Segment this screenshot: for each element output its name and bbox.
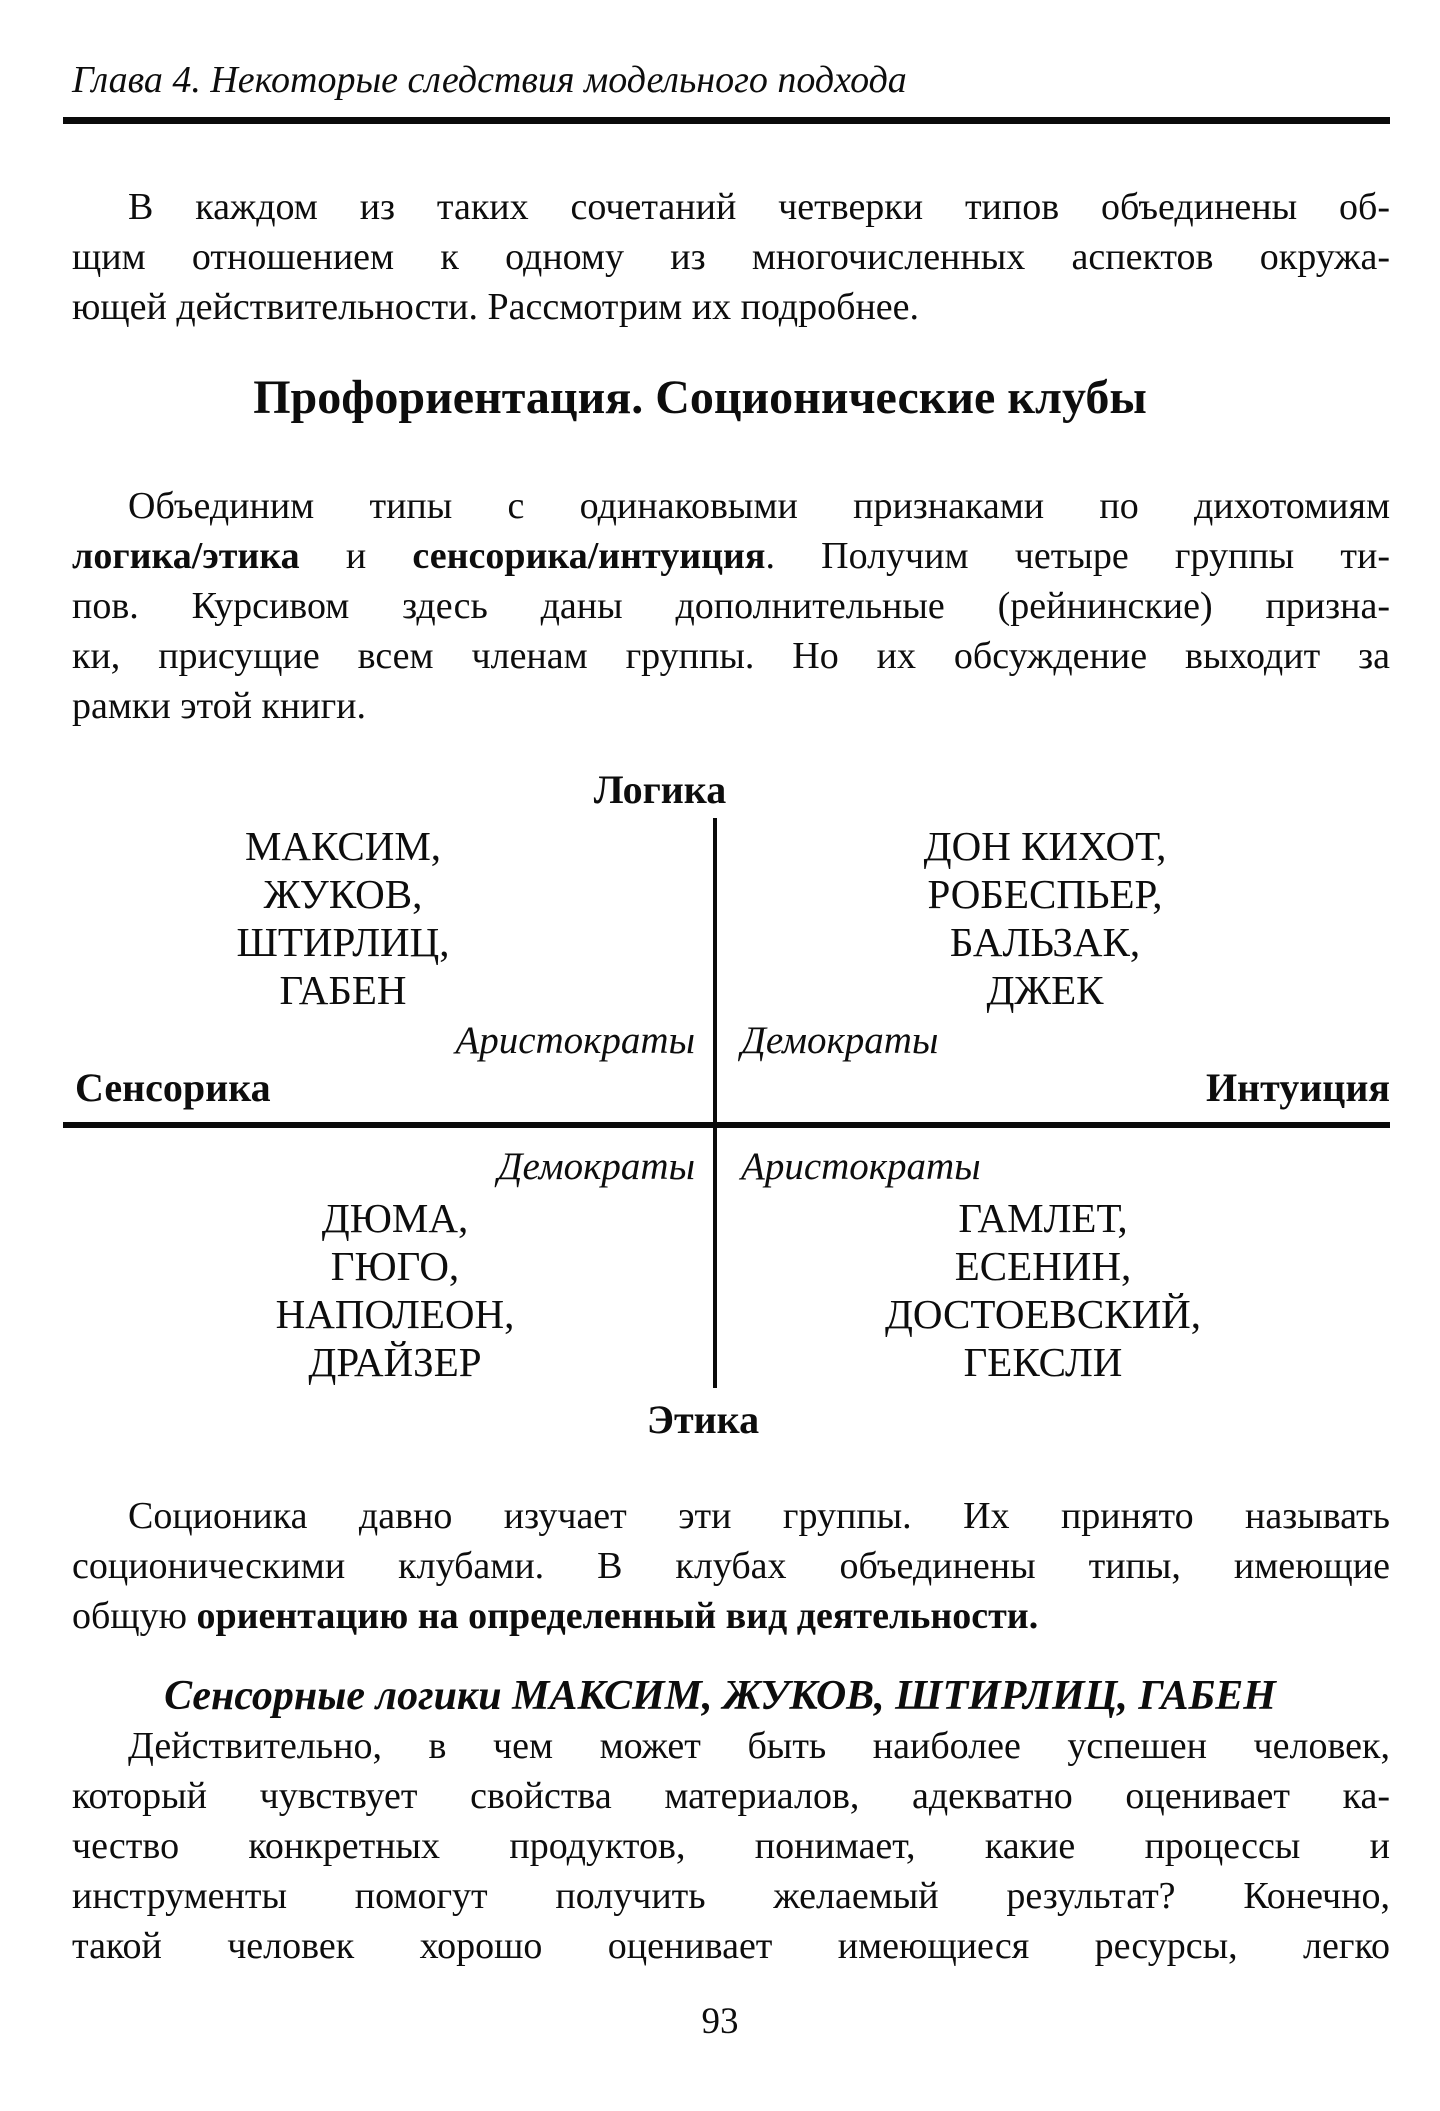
- text-segment: Соционика давно изучает эти группы. Их принято называть: [128, 1495, 1390, 1537]
- paragraph-line: [72, 531, 1390, 581]
- subsection-heading: Сенсорные логики МАКСИМ, ЖУКОВ, ШТИРЛИЦ, ГАБЕН: [164, 1673, 1276, 1719]
- paragraph-line: [72, 1921, 1390, 1971]
- text-segment: сенсорика/интуиция: [412, 535, 766, 577]
- text-segment: Действительно, в чем может быть наиболее успешен человек,: [128, 1725, 1390, 1767]
- header-rule: [63, 117, 1390, 124]
- text-segment: ющей действительности. Рассмотрим их подробнее.: [72, 286, 920, 328]
- section-heading: Профориентация. Соционические клубы: [253, 371, 1147, 424]
- sensory-logics-paragraph: [72, 1721, 1390, 1971]
- type-name: ДРАЙЗЕР: [308, 1339, 482, 1385]
- page-number: 93: [701, 2001, 739, 2042]
- text-segment: пов. Курсивом здесь даны дополнительные (рейнинские) призна-: [72, 585, 1390, 627]
- quadrant-bottom-right-types: [793, 1194, 1293, 1386]
- intro-paragraph: [72, 182, 1390, 332]
- type-name: БАЛЬЗАК,: [949, 919, 1141, 965]
- axis-label-logic: Логика: [593, 767, 727, 812]
- paragraph-line: [72, 1871, 1390, 1921]
- type-name: ГАБЕН: [279, 967, 407, 1013]
- paragraph-line: [72, 182, 1390, 232]
- type-name: ДОСТОЕВСКИЙ,: [884, 1291, 1202, 1337]
- text-segment: . Получим четыре группы ти-: [765, 535, 1390, 577]
- quadrant-top-right-types: [795, 822, 1295, 1014]
- type-name: НАПОЛЕОН,: [275, 1291, 515, 1337]
- text-segment: логика/этика: [72, 535, 300, 577]
- quadrant-top-left-types: [93, 822, 593, 1014]
- text-segment: который чувствует свойства материалов, адекватно оценивает ка-: [72, 1775, 1390, 1817]
- text-segment: рамки этой книги.: [72, 685, 367, 727]
- trait-label-bottom-right: Аристократы: [741, 1145, 981, 1188]
- socionics-club-diagram: [0, 750, 1440, 1450]
- paragraph-line: [72, 481, 1390, 531]
- type-name: РОБЕСПЬЕР,: [927, 871, 1163, 917]
- trait-label-bottom-left: Демократы: [497, 1145, 695, 1188]
- paragraph-line: [72, 282, 1390, 332]
- text-segment: чество конкретных продуктов, понимает, какие процессы и: [72, 1825, 1390, 1867]
- paragraph-line: [72, 631, 1390, 681]
- paragraph-line: [72, 681, 1390, 731]
- type-name: ДОН КИХОТ,: [923, 823, 1167, 869]
- type-name: ГАМЛЕТ,: [958, 1195, 1128, 1241]
- type-name: ЕСЕНИН,: [954, 1243, 1132, 1289]
- text-segment: такой человек хорошо оценивает имеющиеся ресурсы, легко: [72, 1925, 1390, 1967]
- text-segment: соционическими клубами. В клубах объединены типы, имеющие: [72, 1545, 1390, 1587]
- diagram-vertical-divider: [713, 818, 717, 1388]
- diagram-horizontal-divider: [63, 1122, 1390, 1128]
- axis-label-intuition: Интуиция: [1205, 1065, 1390, 1110]
- paragraph-line: [72, 1541, 1390, 1591]
- axis-label-ethics: Этика: [646, 1397, 760, 1442]
- paragraph-line: [72, 1821, 1390, 1871]
- quadrant-bottom-left-types: [145, 1194, 645, 1386]
- text-segment: ки, присущие всем членам группы. Но их обсуждение выходит за: [72, 635, 1390, 677]
- paragraph-line: [72, 1721, 1390, 1771]
- trait-label-top-left: Аристократы: [455, 1019, 695, 1062]
- type-name: ДЖЕК: [986, 967, 1104, 1013]
- type-name: ШТИРЛИЦ,: [236, 919, 450, 965]
- paragraph-line: [72, 1591, 1390, 1641]
- type-name: ЖУКОВ,: [263, 871, 423, 917]
- trait-label-top-right: Демократы: [741, 1019, 939, 1062]
- axis-label-sensing: Сенсорика: [75, 1065, 271, 1110]
- text-segment: щим отношением к одному из многочисленных аспектов окружа-: [72, 236, 1390, 278]
- paragraph-line: [72, 581, 1390, 631]
- text-segment: ориентацию на определенный вид деятельности.: [196, 1595, 1039, 1637]
- text-segment: инструменты помогут получить желаемый результат? Конечно,: [72, 1875, 1390, 1917]
- text-segment: В каждом из таких сочетаний четверки типов объединены об-: [128, 186, 1390, 228]
- clubs-paragraph: [72, 1491, 1390, 1641]
- type-name: ГЮГО,: [330, 1243, 460, 1289]
- text-segment: общую: [72, 1595, 197, 1637]
- type-name: ДЮМА,: [321, 1195, 469, 1241]
- paragraph-line: [72, 1771, 1390, 1821]
- running-header: Глава 4. Некоторые следствия модельного подхода: [72, 59, 907, 101]
- type-name: МАКСИМ,: [244, 823, 442, 869]
- text-segment: Объединим типы с одинаковыми признаками по дихотомиям: [128, 485, 1390, 527]
- text-segment: и: [299, 535, 413, 577]
- dichotomy-paragraph: [72, 481, 1390, 731]
- type-name: ГЕКСЛИ: [963, 1339, 1123, 1385]
- paragraph-line: [72, 1491, 1390, 1541]
- paragraph-line: [72, 232, 1390, 282]
